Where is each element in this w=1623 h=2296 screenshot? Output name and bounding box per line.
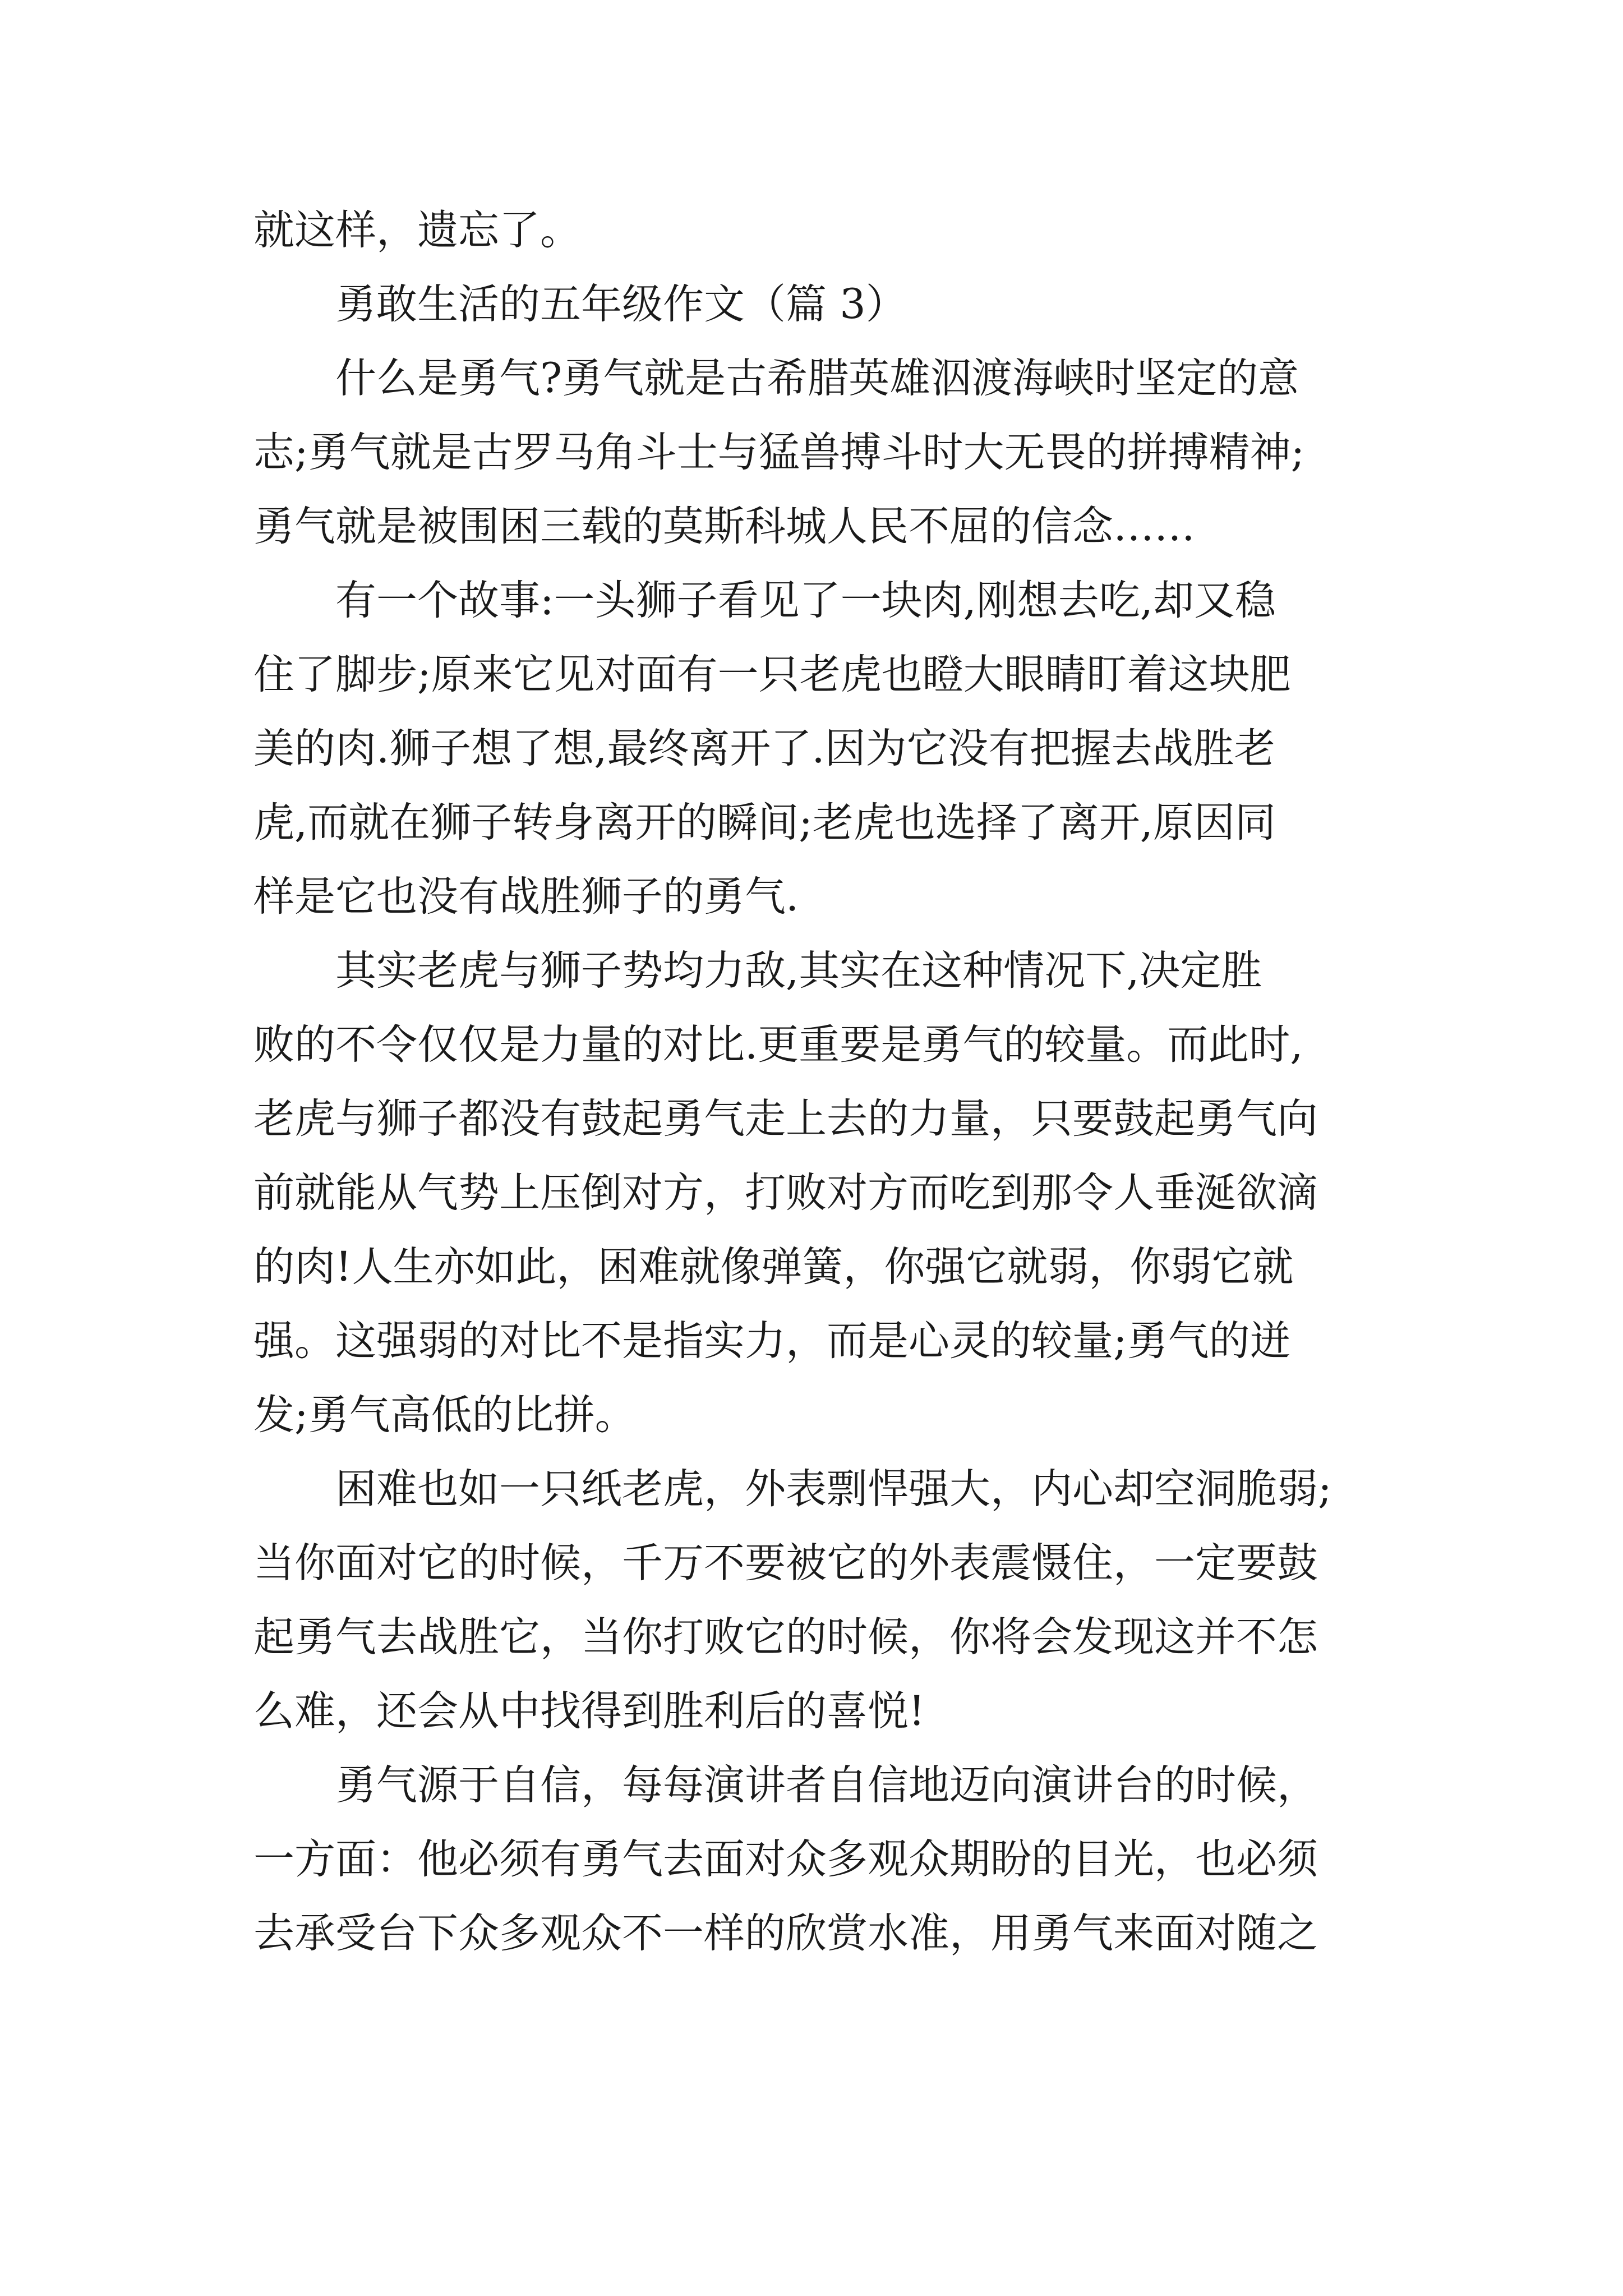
text-line: 当你面对它的时候，千万不要被它的外表震慑住，一定要鼓: [253, 1539, 1318, 1587]
text-line: 困难也如一只纸老虎，外表剽悍强大，内心却空洞脆弱;: [335, 1465, 1332, 1513]
text-line: 发;勇气高低的比拼。: [253, 1391, 636, 1439]
text-line: 勇气源于自信，每每演讲者自信地迈向演讲台的时候，: [335, 1761, 1318, 1809]
text-line: 志;勇气就是古罗马角斗士与猛兽搏斗时大无畏的拼搏精神;: [253, 429, 1305, 476]
text-line: 虎,而就在狮子转身离开的瞬间;老虎也选择了离开,原因同: [253, 799, 1276, 846]
text-line: 强。这强弱的对比不是指实力，而是心灵的较量;勇气的迸: [253, 1317, 1291, 1365]
text-line: 败的不令仅仅是力量的对比.更重要是勇气的较量。而此时,: [253, 1021, 1303, 1069]
text-line: 的肉!人生亦如此，困难就像弹簧，你强它就弱，你弱它就: [253, 1243, 1294, 1291]
text-line: 勇气就是被围困三载的莫斯科城人民不屈的信念……: [253, 503, 1195, 550]
text-line: 前就能从气势上压倒对方，打败对方而吃到那令人垂涎欲滴: [253, 1169, 1318, 1217]
essay-body: [253, 194, 1383, 1971]
text-line: 样是它也没有战胜狮子的勇气.: [253, 873, 799, 921]
text-line: 其实老虎与狮子势均力敌,其实在这种情况下,决定胜: [335, 947, 1262, 995]
text-line: 美的肉.狮子想了想,最终离开了.因为它没有把握去战胜老: [253, 725, 1275, 772]
text-line: 住了脚步;原来它见对面有一只老虎也瞪大眼睛盯着这块肥: [253, 651, 1291, 698]
text-line: 就这样，遗忘了。: [253, 206, 581, 254]
section-heading: 勇敢生活的五年级作文（篇 3）: [335, 280, 907, 328]
text-line: 起勇气去战胜它，当你打败它的时候，你将会发现这并不怎: [253, 1613, 1318, 1661]
text-line: 有一个故事:一头狮子看见了一块肉,刚想去吃,却又稳: [335, 577, 1276, 624]
text-line: 去承受台下众多观众不一样的欣赏水准，用勇气来面对随之: [253, 1910, 1318, 1957]
text-line: 么难，还会从中找得到胜利后的喜悦!: [253, 1687, 925, 1735]
text-line: 老虎与狮子都没有鼓起勇气走上去的力量，只要鼓起勇气向: [253, 1095, 1318, 1143]
text-line: 一方面：他必须有勇气去面对众多观众期盼的目光，也必须: [253, 1835, 1318, 1883]
text-line: 什么是勇气?勇气就是古希腊英雄泅渡海峡时坚定的意: [335, 355, 1299, 402]
